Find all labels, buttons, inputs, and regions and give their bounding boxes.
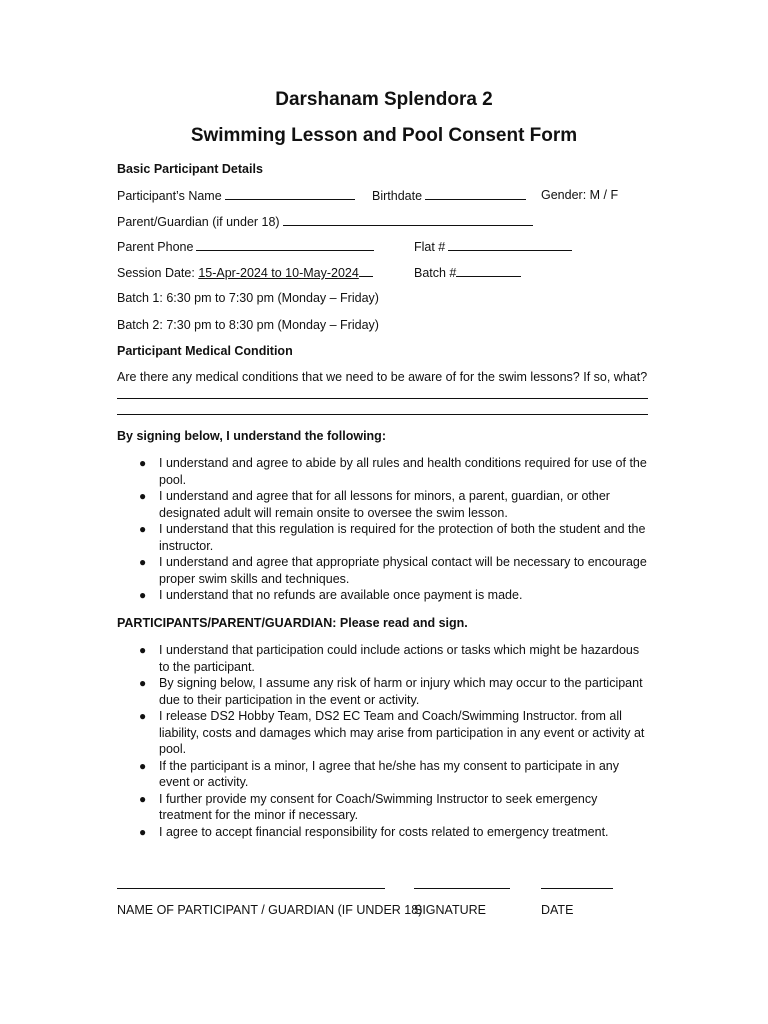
waiver-item	[117, 758, 653, 791]
agreement-list	[117, 455, 653, 604]
batch-field[interactable]	[414, 264, 521, 281]
medical-answer-line-2[interactable]	[117, 414, 648, 415]
date-label: DATE	[541, 903, 574, 917]
agreement-item	[117, 554, 653, 587]
agreement-item-text: I understand and agree that appropriate physical contact will be necessary to encourage proper swim skills and techniques.	[159, 555, 647, 586]
medical-question: Are there any medical conditions that we need to be aware of for the swim lessons? If so, what?	[117, 370, 648, 384]
flat-label: Flat #	[414, 240, 446, 254]
agreement-item-text: I understand that no refunds are available once payment is made.	[159, 588, 523, 602]
medical-heading: Participant Medical Condition	[117, 344, 293, 358]
basic-details-heading: Basic Participant Details	[117, 162, 263, 176]
waiver-item-text: I release DS2 Hobby Team, DS2 EC Team and Coach/Swimming Instructor. from all liability, costs and damages which may arise from participation in any event or activity at pool.	[159, 709, 645, 756]
parent-guardian-blank[interactable]	[283, 213, 533, 226]
participant-name-label: Participant’s Name	[117, 189, 222, 203]
agreement-item-text: I understand and agree that for all lessons for minors, a parent, guardian, or other designated adult will remain onsite to oversee the swim lesson.	[159, 489, 610, 520]
batch-2-timing: Batch 2: 7:30 pm to 8:30 pm (Monday – Friday)	[117, 318, 379, 332]
session-date-underline-tail	[359, 264, 373, 277]
session-date-label: Session Date:	[117, 266, 195, 280]
waiver-item	[117, 708, 653, 758]
parent-guardian-field[interactable]	[117, 213, 533, 230]
gender-field[interactable]: Gender: M / F	[541, 188, 619, 202]
agreement-heading: By signing below, I understand the following:	[117, 429, 386, 443]
document-subtitle: Swimming Lesson and Pool Consent Form	[190, 125, 578, 146]
bullet-icon: ●	[139, 758, 147, 773]
batch-1-timing: Batch 1: 6:30 pm to 7:30 pm (Monday – Friday)	[117, 291, 379, 305]
waiver-item	[117, 642, 653, 675]
participant-name-blank[interactable]	[225, 187, 355, 200]
bullet-icon: ●	[139, 588, 147, 602]
date-signature-line[interactable]	[541, 888, 613, 889]
bullet-icon: ●	[139, 555, 147, 569]
birthdate-field[interactable]	[372, 187, 526, 204]
flat-blank[interactable]	[448, 238, 572, 251]
document-title: Darshanam Splendora 2	[275, 89, 493, 110]
waiver-heading: PARTICIPANTS/PARENT/GUARDIAN: Please read and sign.	[117, 616, 468, 630]
agreement-item	[117, 488, 653, 521]
agreement-item	[117, 521, 653, 554]
waiver-item-text: I agree to accept financial responsibility for costs related to emergency treatment.	[159, 824, 609, 839]
bullet-icon: ●	[139, 456, 147, 470]
flat-field[interactable]	[414, 238, 572, 255]
agreement-item-text: I understand and agree to abide by all rules and health conditions required for use of the pool.	[159, 456, 647, 487]
waiver-list	[117, 642, 653, 840]
batch-label: Batch #	[414, 266, 457, 280]
birthdate-label: Birthdate	[372, 189, 423, 203]
signature-label: SIGNATURE	[414, 903, 486, 917]
bullet-icon: ●	[139, 489, 147, 503]
parent-phone-field[interactable]	[117, 238, 374, 255]
parent-phone-label: Parent Phone	[117, 240, 194, 254]
name-signature-line[interactable]	[117, 888, 385, 889]
bullet-icon: ●	[139, 643, 147, 657]
bullet-icon: ●	[139, 824, 147, 839]
participant-name-field[interactable]	[117, 187, 355, 204]
parent-guardian-label: Parent/Guardian (if under 18)	[117, 215, 280, 229]
bullet-icon: ●	[139, 522, 147, 536]
waiver-item	[117, 675, 653, 708]
medical-answer-line-1[interactable]	[117, 398, 648, 399]
bullet-icon: ●	[139, 709, 147, 723]
name-of-participant-label: NAME OF PARTICIPANT / GUARDIAN (IF UNDER 18)	[117, 903, 423, 917]
birthdate-blank[interactable]	[425, 187, 526, 200]
waiver-item-text: I further provide my consent for Coach/Swimming Instructor to seek emergency treatment for the minor if necessary.	[159, 791, 598, 822]
waiver-item-text: I understand that participation could include actions or tasks which might be hazardous to the participant.	[159, 643, 640, 674]
waiver-item	[117, 824, 653, 841]
waiver-item-text: By signing below, I assume any risk of harm or injury which may occur to the participant due to their participation in the event or activity.	[159, 676, 643, 707]
batch-blank[interactable]	[456, 264, 521, 277]
parent-phone-blank[interactable]	[196, 238, 374, 251]
session-date-value: 15-Apr-2024 to 10-May-2024	[198, 266, 359, 280]
bullet-icon: ●	[139, 676, 147, 690]
waiver-item-text: If the participant is a minor, I agree that he/she has my consent to participate in any event or activity.	[159, 758, 619, 789]
agreement-item-text: I understand that this regulation is required for the protection of both the student and the instructor.	[159, 522, 646, 553]
agreement-item	[117, 587, 653, 604]
waiver-item	[117, 791, 653, 824]
session-date-field	[117, 264, 373, 281]
signature-line[interactable]	[414, 888, 510, 889]
bullet-icon: ●	[139, 791, 147, 806]
agreement-item	[117, 455, 653, 488]
